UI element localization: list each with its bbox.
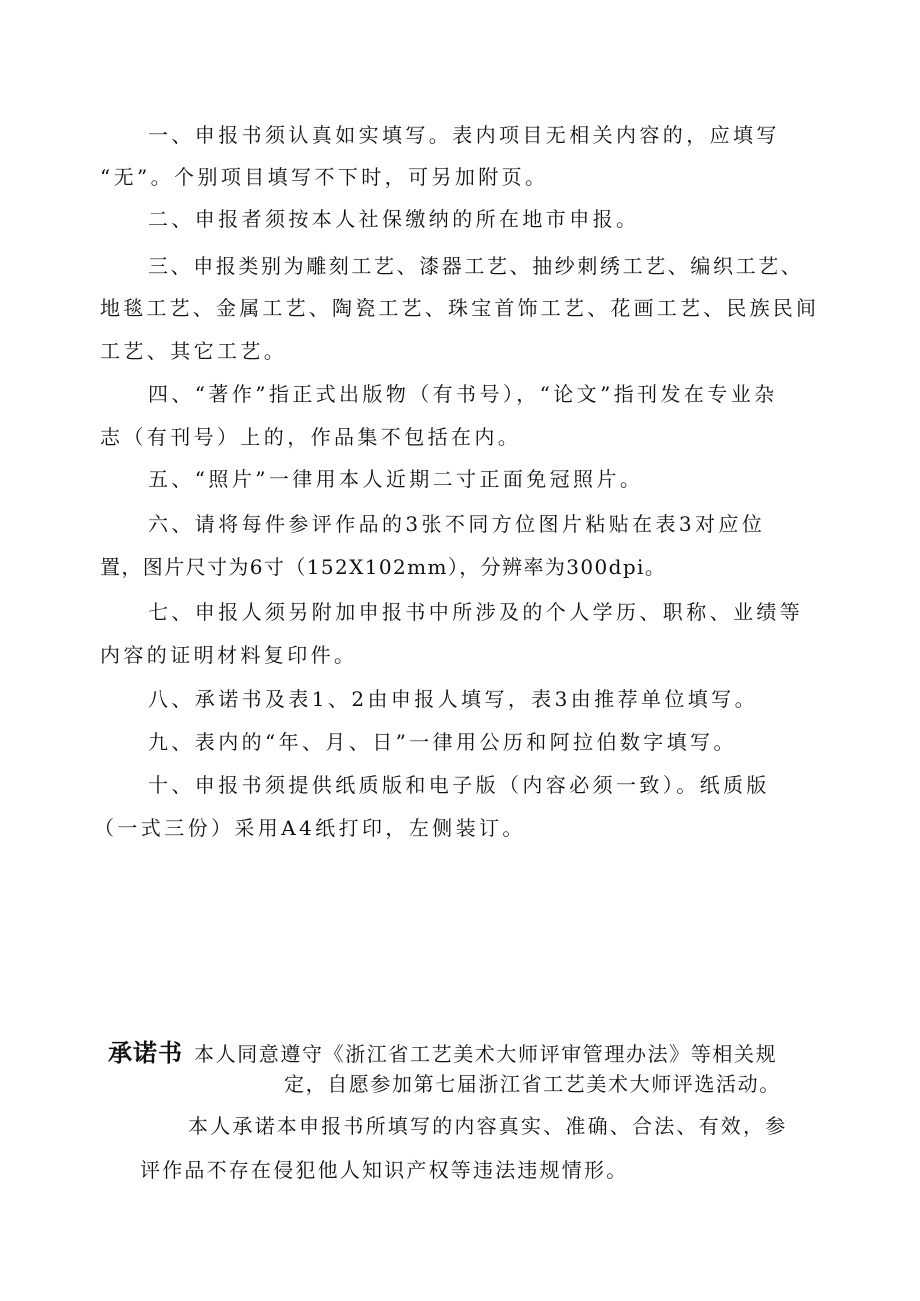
instruction-4-line-2: 志（有刊号）上的，作品集不包括在内。 [100, 425, 522, 449]
pledge-line-2: 定，自愿参加第七届浙江省工艺美术大师评选活动。 [284, 1072, 781, 1096]
instruction-6-line-1: 六、请将每件参评作品的3张不同方位图片粘贴在表3对应位 [148, 512, 766, 536]
instruction-6-line-2: 置，图片尺寸为6寸（152X102mm），分辨率为300dpi。 [100, 555, 667, 579]
instruction-2-line-1: 二、申报者须按本人社保缴纳的所在地市申报。 [148, 207, 640, 231]
instruction-3-line-1: 三、申报类别为雕刻工艺、漆器工艺、抽纱刺绣工艺、编织工艺、 [148, 254, 804, 278]
instruction-8-line-1: 八、承诺书及表1、2由申报人填写，表3由推荐单位填写。 [148, 687, 758, 711]
instruction-10-line-2: （一式三份）采用A4纸打印，左侧装订。 [94, 816, 526, 840]
instruction-3-line-3: 工艺、其它工艺。 [100, 339, 288, 363]
instruction-5-line-1: 五、“照片”一律用本人近期二寸正面免冠照片。 [148, 467, 644, 491]
instruction-10-line-1: 十、申报书须提供纸质版和电子版（内容必须一致）。纸质版 [148, 773, 770, 797]
instruction-7-line-1: 七、申报人须另附加申报书中所涉及的个人学历、职称、业绩等 [148, 600, 804, 624]
pledge-title: 承诺书 [108, 1038, 183, 1067]
pledge-line-3: 本人承诺本申报书所填写的内容真实、准确、合法、有效，参 [188, 1114, 788, 1138]
instruction-7-line-2: 内容的证明材料复印件。 [100, 643, 358, 667]
pledge-line-1: 本人同意遵守《浙江省工艺美术大师评审管理办法》等相关规 [194, 1042, 778, 1066]
instruction-3-line-2: 地毯工艺、金属工艺、陶瓷工艺、珠宝首饰工艺、花画工艺、民族民间 [100, 296, 820, 320]
pledge-line-4: 评作品不存在侵犯他人知识产权等违法违规情形。 [140, 1158, 629, 1182]
instruction-9-line-1: 九、表内的“年、月、日”一律用公历和阿拉伯数字填写。 [148, 730, 737, 754]
instruction-1-line-2: “无”。个别项目填写不下时，可另加附页。 [100, 165, 549, 189]
instruction-1-line-1: 一、申报书须认真如实填写。表内项目无相关内容的，应填写 [148, 123, 780, 147]
instruction-4-line-1: 四、“著作”指正式出版物（有书号），“论文”指刊发在专业杂 [148, 382, 778, 406]
